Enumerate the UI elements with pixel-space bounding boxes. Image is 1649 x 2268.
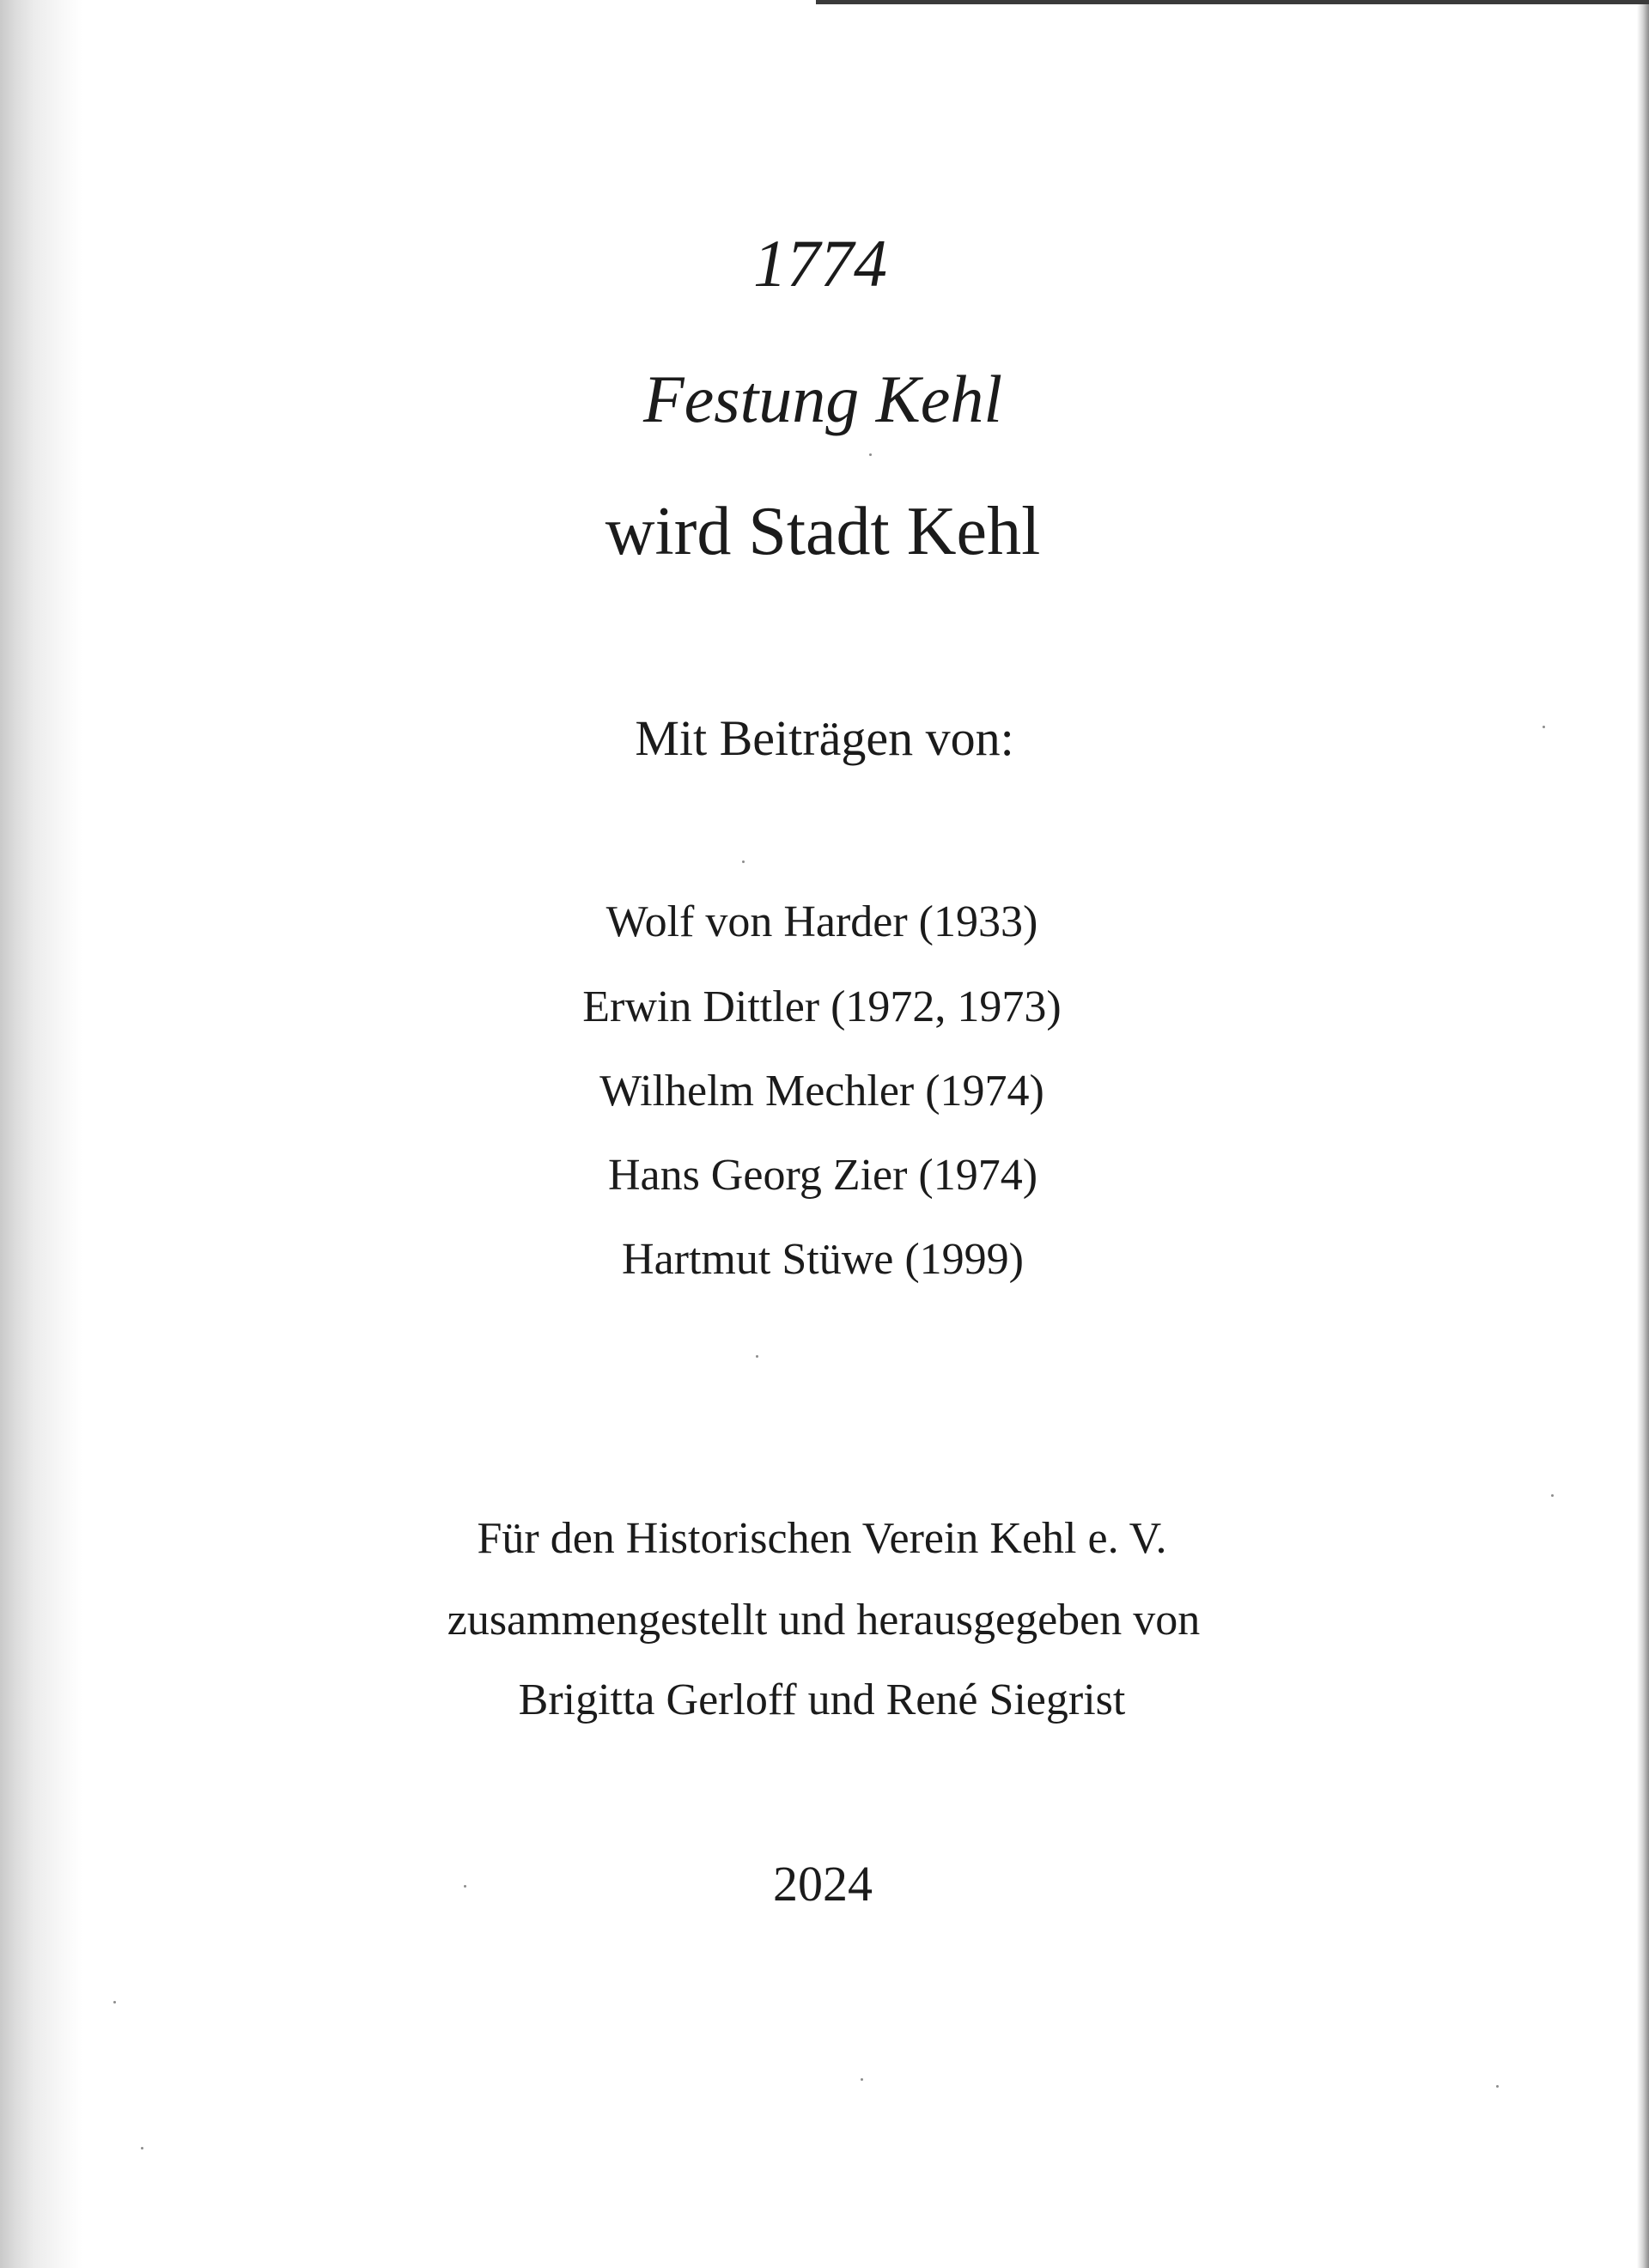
- contributor-1: Wolf von Harder (1933): [605, 897, 1038, 946]
- contributor-2: Erwin Dittler (1972, 1973): [582, 982, 1062, 1031]
- editors-line-1: Für den Historischen Verein Kehl e. V.: [477, 1514, 1167, 1563]
- scan-shadow-right: [1637, 0, 1649, 2268]
- editors-line-2: zusammengestellt und herausgegeben von: [447, 1596, 1201, 1645]
- scan-speck: [1551, 1494, 1554, 1497]
- contributor-5: Hartmut Stüwe (1999): [622, 1235, 1024, 1284]
- scan-speck: [742, 860, 745, 863]
- contributor-3: Wilhelm Mechler (1974): [599, 1067, 1044, 1116]
- title-line-2: wird Stadt Kehl: [605, 494, 1041, 569]
- scan-speck: [1496, 2085, 1499, 2088]
- scan-speck: [464, 1885, 466, 1888]
- title-line-1-text: Festung Kehl: [642, 362, 1003, 436]
- scan-speck: [869, 453, 872, 456]
- scan-speck: [1543, 726, 1545, 728]
- contributors-heading: Mit Beiträgen von:: [635, 710, 1014, 766]
- scan-speck: [756, 1355, 758, 1358]
- scan-edge-top: [816, 0, 1649, 4]
- title-year-text: 1774: [753, 226, 887, 301]
- editors-line-3: Brigitta Gerloff und René Siegrist: [518, 1675, 1126, 1724]
- scan-speck: [141, 2147, 143, 2149]
- scan-speck: [113, 2001, 116, 2004]
- scan-shadow-left: [0, 0, 82, 2268]
- publication-year: 2024: [773, 1856, 873, 1912]
- scan-speck: [861, 2078, 863, 2081]
- contributor-4: Hans Georg Zier (1974): [607, 1151, 1038, 1200]
